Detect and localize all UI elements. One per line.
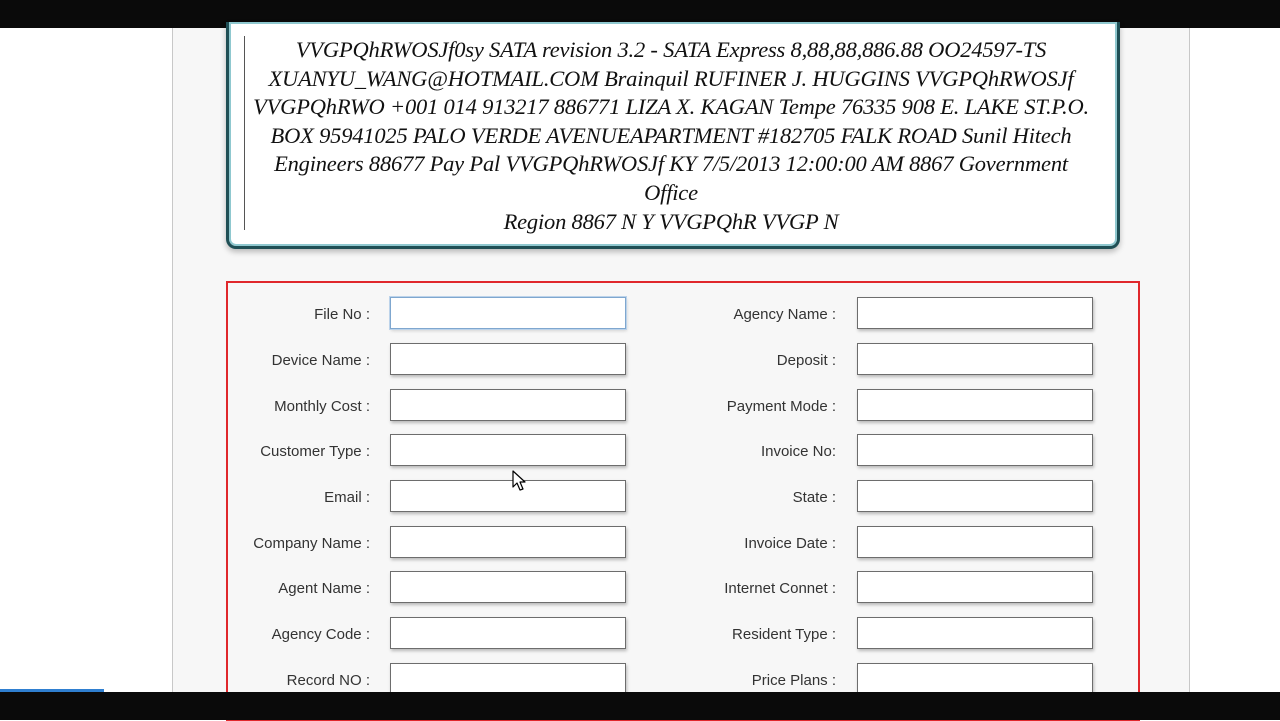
invoice-no-input[interactable] xyxy=(857,434,1093,466)
invoice-date-label: Invoice Date : xyxy=(744,535,836,552)
invoice-no-label: Invoice No: xyxy=(760,443,836,460)
file-no-label: File No : xyxy=(314,306,370,323)
captcha-line: VVGPQhRWO +001 014 913217 886771 LIZA X. KAGAN Tempe 76335 908 E. LAKE ST.P.O. xyxy=(253,94,1089,120)
agency-name-input[interactable] xyxy=(857,297,1093,329)
customer-type-input[interactable] xyxy=(390,434,626,466)
invoice-date-input[interactable] xyxy=(857,526,1093,558)
record-no-label: Record NO : xyxy=(286,672,370,689)
video-progress-accent xyxy=(0,689,104,692)
captcha-line: VVGPQhRWOSJf0sy SATA revision 3.2 - SATA Express 8,88,88,886.88 OO24597-TS xyxy=(295,37,1047,62)
captcha-text xyxy=(246,36,1096,236)
company-name-input[interactable] xyxy=(390,526,626,558)
captcha-line: Engineers 88677 Pay Pal VVGPQhRWOSJf KY 7/5/2013 12:00:00 AM 8867 Government Office xyxy=(274,151,1068,205)
record-no-input[interactable] xyxy=(390,663,626,695)
agent-name-label: Agent Name : xyxy=(278,580,370,597)
device-name-input[interactable] xyxy=(390,343,626,375)
state-input[interactable] xyxy=(857,480,1093,512)
agency-code-input[interactable] xyxy=(390,617,626,649)
mouse-pointer-icon xyxy=(512,470,528,492)
deposit-label: Deposit : xyxy=(776,352,836,369)
captcha-line: BOX 95941025 PALO VERDE AVENUEAPARTMENT #182705 FALK ROAD Sunil Hitech xyxy=(270,122,1072,148)
monthly-cost-label: Monthly Cost : xyxy=(274,398,370,415)
agency-name-label: Agency Name : xyxy=(733,306,836,323)
state-label: State : xyxy=(792,489,836,506)
agent-name-input[interactable] xyxy=(390,571,626,603)
resident-type-label: Resident Type : xyxy=(732,626,836,643)
deposit-input[interactable] xyxy=(857,343,1093,375)
captcha-text-caret xyxy=(244,36,245,230)
payment-mode-input[interactable] xyxy=(857,389,1093,421)
internet-connet-label: Internet Connet : xyxy=(724,580,836,597)
agency-code-label: Agency Code : xyxy=(271,626,370,643)
device-name-label: Device Name : xyxy=(271,352,370,369)
email-input[interactable] xyxy=(390,480,626,512)
video-bottom-letterbox xyxy=(0,692,1280,720)
captcha-line: Region 8867 N Y VVGPQhR VVGP N xyxy=(503,208,839,234)
monthly-cost-input[interactable] xyxy=(390,389,626,421)
email-label: Email : xyxy=(324,489,370,506)
customer-type-label: Customer Type : xyxy=(260,443,370,460)
price-plans-input[interactable] xyxy=(857,663,1093,695)
file-no-input[interactable] xyxy=(390,297,626,329)
price-plans-label: Price Plans : xyxy=(751,672,836,689)
captcha-line: XUANYU_WANG@HOTMAIL.COM Brainquil RUFINER J. HUGGINS VVGPQhRWOSJf xyxy=(268,65,1074,91)
payment-mode-label: Payment Mode : xyxy=(726,398,836,415)
company-name-label: Company Name : xyxy=(253,535,370,552)
resident-type-input[interactable] xyxy=(857,617,1093,649)
internet-connet-input[interactable] xyxy=(857,571,1093,603)
